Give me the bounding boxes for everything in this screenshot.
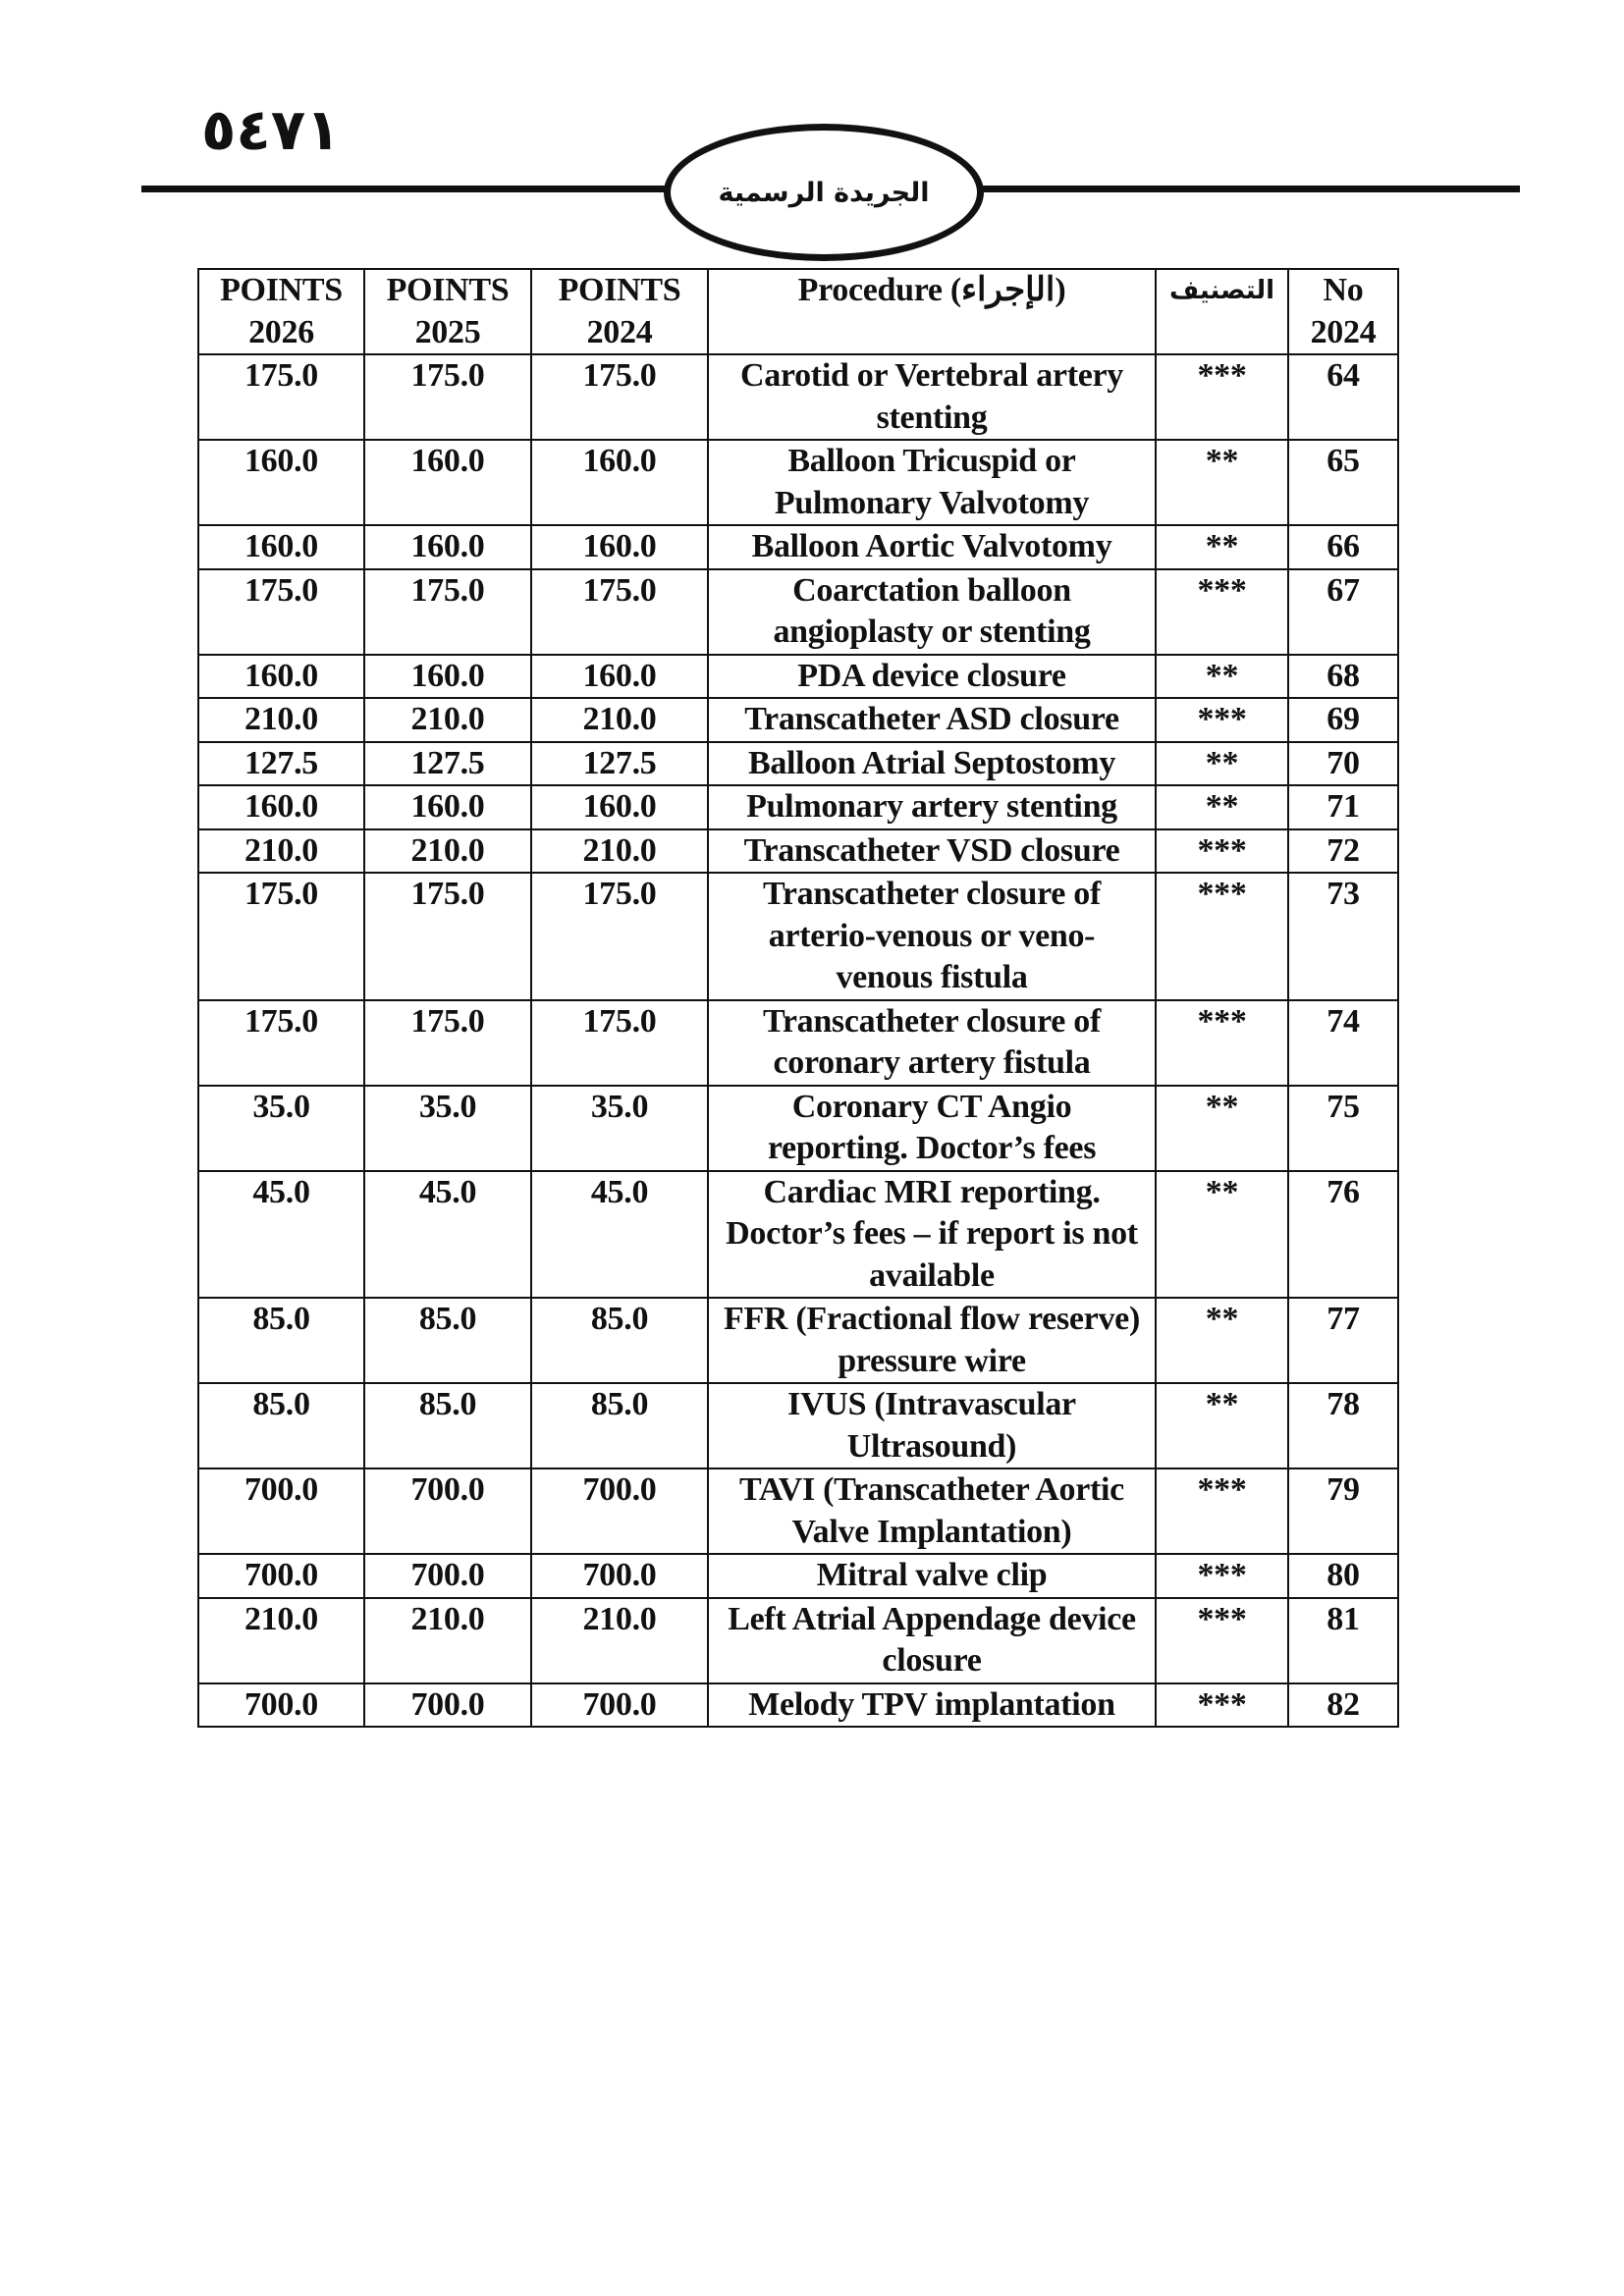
procedure-points-table [197, 268, 1399, 1728]
cell-points-2026: 175.0 [198, 569, 364, 655]
cell-classification: *** [1156, 569, 1288, 655]
cell-row-number: 69 [1288, 698, 1398, 742]
cell-points-2024: 210.0 [531, 1598, 708, 1683]
cell-row-number: 70 [1288, 742, 1398, 786]
cell-row-number: 79 [1288, 1468, 1398, 1554]
cell-points-2025: 700.0 [364, 1683, 531, 1728]
table-row [198, 873, 1398, 1000]
cell-procedure: Balloon Atrial Septostomy [708, 742, 1156, 786]
header-points-2024: POINTS 2024 [531, 269, 708, 354]
cell-points-2026: 45.0 [198, 1171, 364, 1299]
cell-points-2025: 175.0 [364, 1000, 531, 1086]
table-row [198, 829, 1398, 874]
cell-classification: ** [1156, 440, 1288, 525]
table-row [198, 440, 1398, 525]
table-row [198, 1683, 1398, 1728]
cell-points-2024: 175.0 [531, 1000, 708, 1086]
cell-procedure: Mitral valve clip [708, 1554, 1156, 1598]
cell-row-number: 82 [1288, 1683, 1398, 1728]
cell-points-2024: 160.0 [531, 785, 708, 829]
cell-row-number: 65 [1288, 440, 1398, 525]
table-row [198, 1298, 1398, 1383]
cell-classification: ** [1156, 1298, 1288, 1383]
cell-points-2026: 160.0 [198, 785, 364, 829]
gazette-title-oval [664, 124, 984, 261]
cell-procedure: Left Atrial Appendage device closure [708, 1598, 1156, 1683]
cell-points-2024: 210.0 [531, 829, 708, 874]
cell-points-2025: 210.0 [364, 698, 531, 742]
table-row [198, 1468, 1398, 1554]
cell-points-2024: 127.5 [531, 742, 708, 786]
cell-classification: *** [1156, 873, 1288, 1000]
cell-points-2024: 210.0 [531, 698, 708, 742]
cell-points-2025: 700.0 [364, 1468, 531, 1554]
cell-classification: ** [1156, 742, 1288, 786]
cell-classification: *** [1156, 1554, 1288, 1598]
table-row [198, 1598, 1398, 1683]
table-row [198, 698, 1398, 742]
cell-classification: ** [1156, 655, 1288, 699]
cell-procedure: Carotid or Vertebral artery stenting [708, 354, 1156, 440]
cell-row-number: 77 [1288, 1298, 1398, 1383]
cell-points-2026: 35.0 [198, 1086, 364, 1171]
cell-row-number: 73 [1288, 873, 1398, 1000]
cell-procedure: Balloon Aortic Valvotomy [708, 525, 1156, 569]
table-row [198, 785, 1398, 829]
cell-row-number: 66 [1288, 525, 1398, 569]
table-row [198, 1554, 1398, 1598]
cell-classification: *** [1156, 1000, 1288, 1086]
cell-classification: *** [1156, 698, 1288, 742]
cell-points-2025: 175.0 [364, 873, 531, 1000]
header-classification: التصنيف [1156, 269, 1288, 354]
cell-procedure: Transcatheter VSD closure [708, 829, 1156, 874]
cell-points-2025: 35.0 [364, 1086, 531, 1171]
cell-classification: ** [1156, 785, 1288, 829]
table-row [198, 569, 1398, 655]
page-number: ٥٤٧١ [201, 96, 341, 163]
cell-procedure: FFR (Fractional flow reserve) pressure wire [708, 1298, 1156, 1383]
cell-row-number: 68 [1288, 655, 1398, 699]
cell-points-2026: 175.0 [198, 873, 364, 1000]
cell-points-2025: 175.0 [364, 354, 531, 440]
cell-procedure: Melody TPV implantation [708, 1683, 1156, 1728]
cell-points-2024: 45.0 [531, 1171, 708, 1299]
table-row [198, 1086, 1398, 1171]
cell-classification: ** [1156, 1086, 1288, 1171]
cell-points-2025: 127.5 [364, 742, 531, 786]
cell-points-2025: 45.0 [364, 1171, 531, 1299]
cell-points-2024: 175.0 [531, 873, 708, 1000]
cell-classification: ** [1156, 1383, 1288, 1468]
table-row [198, 1383, 1398, 1468]
cell-points-2025: 160.0 [364, 440, 531, 525]
cell-points-2026: 160.0 [198, 525, 364, 569]
cell-points-2026: 210.0 [198, 1598, 364, 1683]
cell-procedure: PDA device closure [708, 655, 1156, 699]
table-row [198, 655, 1398, 699]
cell-classification: *** [1156, 1598, 1288, 1683]
gazette-title: الجريدة الرسمية [718, 177, 930, 208]
table-row [198, 525, 1398, 569]
cell-points-2025: 210.0 [364, 829, 531, 874]
cell-classification: *** [1156, 829, 1288, 874]
cell-points-2025: 85.0 [364, 1298, 531, 1383]
cell-row-number: 72 [1288, 829, 1398, 874]
cell-points-2024: 160.0 [531, 440, 708, 525]
cell-classification: ** [1156, 525, 1288, 569]
cell-points-2026: 210.0 [198, 698, 364, 742]
cell-points-2025: 700.0 [364, 1554, 531, 1598]
cell-points-2025: 160.0 [364, 785, 531, 829]
cell-points-2026: 85.0 [198, 1298, 364, 1383]
table-row [198, 742, 1398, 786]
cell-procedure: Pulmonary artery stenting [708, 785, 1156, 829]
table-row [198, 354, 1398, 440]
cell-points-2026: 700.0 [198, 1683, 364, 1728]
cell-points-2024: 35.0 [531, 1086, 708, 1171]
cell-procedure: Transcatheter closure of arterio-venous or veno-venous fistula [708, 873, 1156, 1000]
cell-points-2024: 85.0 [531, 1383, 708, 1468]
cell-procedure: Cardiac MRI reporting. Doctor’s fees – if report is not available [708, 1171, 1156, 1299]
cell-points-2026: 85.0 [198, 1383, 364, 1468]
cell-points-2026: 700.0 [198, 1468, 364, 1554]
cell-points-2024: 85.0 [531, 1298, 708, 1383]
cell-classification: *** [1156, 1683, 1288, 1728]
cell-points-2024: 175.0 [531, 569, 708, 655]
cell-row-number: 78 [1288, 1383, 1398, 1468]
cell-points-2026: 175.0 [198, 354, 364, 440]
cell-classification: ** [1156, 1171, 1288, 1299]
cell-points-2026: 160.0 [198, 440, 364, 525]
header-procedure: Procedure (الإجراء) [708, 269, 1156, 354]
cell-procedure: Coronary CT Angio reporting. Doctor’s fees [708, 1086, 1156, 1171]
cell-procedure: IVUS (Intravascular Ultrasound) [708, 1383, 1156, 1468]
cell-points-2025: 210.0 [364, 1598, 531, 1683]
cell-procedure: Transcatheter ASD closure [708, 698, 1156, 742]
cell-points-2026: 127.5 [198, 742, 364, 786]
cell-points-2025: 175.0 [364, 569, 531, 655]
cell-row-number: 64 [1288, 354, 1398, 440]
cell-row-number: 74 [1288, 1000, 1398, 1086]
cell-points-2024: 700.0 [531, 1683, 708, 1728]
cell-row-number: 67 [1288, 569, 1398, 655]
cell-points-2025: 160.0 [364, 655, 531, 699]
table-header-row [198, 269, 1398, 354]
cell-procedure: Coarctation balloon angioplasty or stenting [708, 569, 1156, 655]
cell-points-2024: 700.0 [531, 1554, 708, 1598]
header-points-2026: POINTS 2026 [198, 269, 364, 354]
cell-points-2025: 85.0 [364, 1383, 531, 1468]
cell-points-2024: 175.0 [531, 354, 708, 440]
cell-points-2024: 160.0 [531, 655, 708, 699]
table-row [198, 1171, 1398, 1299]
cell-row-number: 71 [1288, 785, 1398, 829]
cell-points-2025: 160.0 [364, 525, 531, 569]
cell-row-number: 75 [1288, 1086, 1398, 1171]
header-no-2024: No 2024 [1288, 269, 1398, 354]
cell-row-number: 80 [1288, 1554, 1398, 1598]
cell-points-2026: 210.0 [198, 829, 364, 874]
cell-classification: *** [1156, 1468, 1288, 1554]
cell-points-2024: 160.0 [531, 525, 708, 569]
cell-classification: *** [1156, 354, 1288, 440]
cell-row-number: 81 [1288, 1598, 1398, 1683]
cell-procedure: Balloon Tricuspid or Pulmonary Valvotomy [708, 440, 1156, 525]
cell-points-2026: 160.0 [198, 655, 364, 699]
table-row [198, 1000, 1398, 1086]
cell-points-2024: 700.0 [531, 1468, 708, 1554]
header-points-2025: POINTS 2025 [364, 269, 531, 354]
cell-procedure: Transcatheter closure of coronary artery fistula [708, 1000, 1156, 1086]
cell-row-number: 76 [1288, 1171, 1398, 1299]
cell-points-2026: 700.0 [198, 1554, 364, 1598]
cell-procedure: TAVI (Transcatheter Aortic Valve Implantation) [708, 1468, 1156, 1554]
cell-points-2026: 175.0 [198, 1000, 364, 1086]
